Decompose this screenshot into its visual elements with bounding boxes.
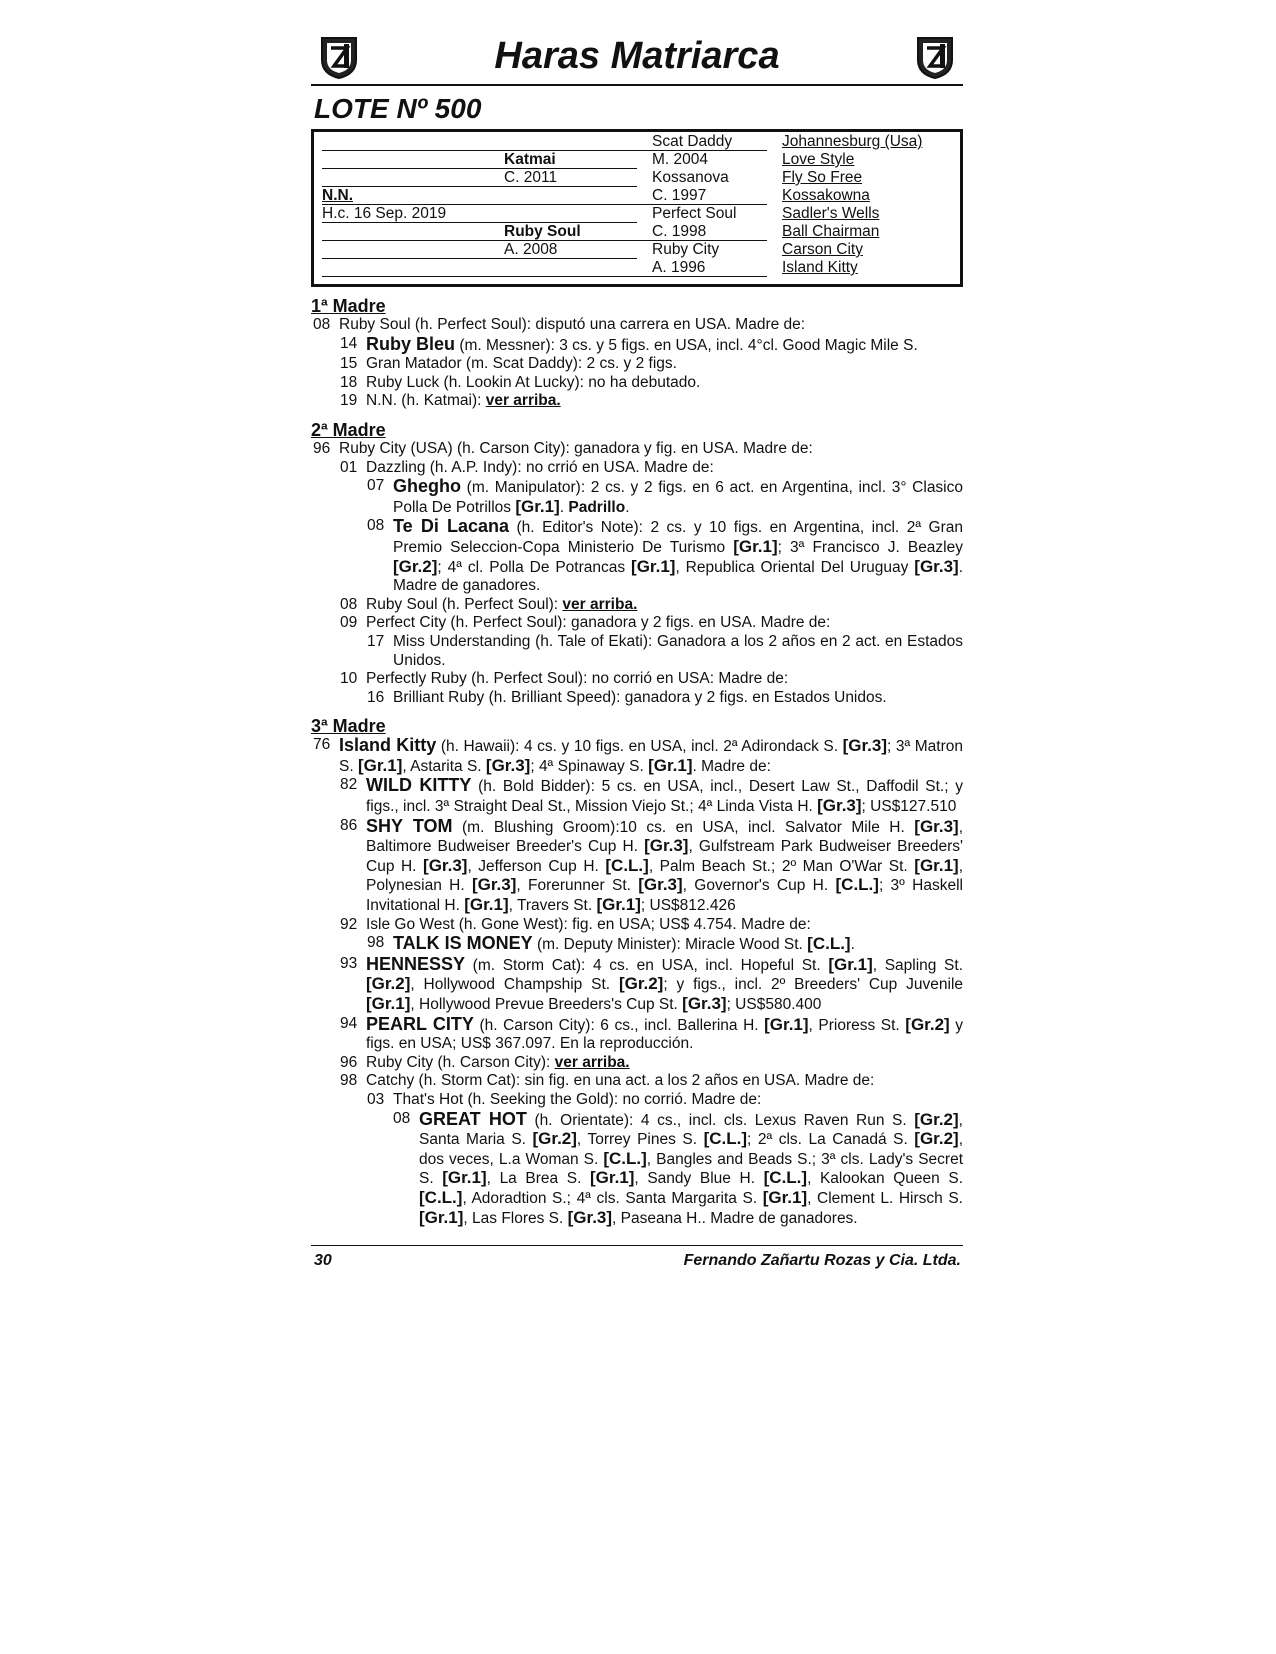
list-item: 15 Gran Matador (m. Scat Daddy): 2 cs. y 2 figs. <box>340 355 677 373</box>
pedigree-g3: Fly So Free <box>782 169 863 186</box>
pedigree-g3: Johannesburg (Usa) <box>782 133 923 150</box>
section-first-dam <box>311 296 963 411</box>
list-item: 08 Te Di Lacana (h. Editor's Note): 2 cs. y 10 figs. en Argentina, incl. 2ª Gran Premio Seleccion-Copa Ministerio De Turismo [Gr.1]; 3ª Francisco J. Beazley [Gr.2]; 4ª cl. Polla De Potrancas [Gr.1], Republica Oriental Del Uruguay [Gr.3]. Madre de ganadores. <box>367 516 963 595</box>
see-above-link: ver arriba. <box>562 595 638 613</box>
stud-title: Haras Matriarca <box>494 35 780 77</box>
section-second-dam <box>311 420 963 707</box>
see-above-link: ver arriba. <box>485 392 561 410</box>
lot-number: LOTE Nº 500 <box>314 93 482 124</box>
list-item: 19 N.N. (h. Katmai): ver arriba. <box>340 392 561 410</box>
list-item: 08 GREAT HOT (h. Orientate): 4 cs., incl. cls. Lexus Raven Run S. [Gr.2], Santa Maria S. [Gr.2], Torrey Pines S. [C.L.]; 2ª cls. La Canadá S. [Gr.2], dos veces, L.a Woman S. [C.L.], Bangles and Beads S.; 3ª cls. Lady's Secret S. [Gr.1], La Brea S. [Gr.1], Sandy Blue H. [C.L.], Kalookan Queen S. [C.L.], Adoradtion S.; 4ª cls. Santa Margarita S. [Gr.1], Clement L. Hirsch S. [Gr.1], Las Flores S. [Gr.3], Paseana H.. Madre de ganadores. <box>393 1108 964 1227</box>
list-item: 07 Ghegho (m. Manipulator): 2 cs. y 2 figs. en 6 act. en Argentina, incl. 3° Clasico Polla De Potrillos [Gr.1]. Padrillo. <box>367 476 963 516</box>
page-footer <box>311 1245 963 1274</box>
list-item: 76 Island Kitty (h. Hawaii): 4 cs. y 10 figs. en USA, incl. 2ª Adirondack S. [Gr.3]; 3ª Matron S. [Gr.1], Astarita S. [Gr.3]; 4ª Spinaway S. [Gr.1]. Madre de: <box>313 735 963 775</box>
pedigree-g2: C. 1997 <box>652 187 707 204</box>
list-item: 86 SHY TOM (m. Blushing Groom):10 cs. en USA, incl. Salvator Mile H. [Gr.3], Baltimore Budweiser Breeder's Cup H. [Gr.3], Gulfstream Park Budweiser Breeders' Cup H. [Gr.3], Jefferson Cup H. [C.L.], Palm Beach St.; 2º Man O'War St. [Gr.1], Polynesian H. [Gr.3], Forerunner St. [Gr.3], Governor's Cup H. [C.L.]; 3º Haskell Invitational H. [Gr.1], Travers St. [Gr.1]; US$812.426 <box>340 815 964 915</box>
pedigree-g3: Carson City <box>782 241 863 258</box>
list-item: 94 PEARL CITY (h. Carson City): 6 cs., incl. Ballerina H. [Gr.1], Prioress St. [Gr.2] y figs. en USA; US$ 367.097. En la reproducción. <box>340 1013 963 1053</box>
pedigree-g2: Ruby City <box>652 241 720 258</box>
pedigree-g2: M. 2004 <box>652 151 709 168</box>
list-item: 18 Ruby Luck (h. Lookin At Lucky): no ha debutado. <box>340 373 701 391</box>
list-item: 96 Ruby City (h. Carson City): ver arriba. <box>340 1053 630 1071</box>
pedigree-g2: A. 1996 <box>652 259 706 276</box>
list-item: 98 TALK IS MONEY (m. Deputy Minister): Miracle Wood St. [C.L.]. <box>367 933 855 954</box>
pedigree-g2: Perfect Soul <box>652 205 737 222</box>
pedigree-g3: Island Kitty <box>782 259 858 276</box>
pedigree-sire-info: C. 2011 <box>504 169 558 186</box>
pedigree-dam: Ruby Soul <box>504 223 581 240</box>
pedigree-sire: Katmai <box>504 151 556 168</box>
page-header <box>311 32 963 86</box>
list-item: 92 Isle Go West (h. Gone West): fig. en USA; US$ 4.754. Madre de: <box>340 915 811 933</box>
pedigree-g3: Sadler's Wells <box>782 205 880 222</box>
list-item: 08 Ruby Soul (h. Perfect Soul): disputó una carrera en USA. Madre de: <box>313 316 806 333</box>
list-item: 14 Ruby Bleu (m. Messner): 3 cs. y 5 figs. en USA, incl. 4°cl. Good Magic Mile S. <box>340 333 918 354</box>
catalog-page <box>311 32 964 1269</box>
list-item: 82 WILD KITTY (h. Bold Bidder): 5 cs. en USA, incl., Desert Law St., Daffodil St.; y figs., incl. 3ª Straight Deal St., Mission Viejo St.; 4ª Linda Vista H. [Gr.3]; US$127.510 <box>340 775 964 816</box>
page-number: 30 <box>314 1252 332 1269</box>
section-title: 1ª Madre <box>311 296 386 316</box>
pedigree-subject-info: H.c. 16 Sep. 2019 <box>322 205 447 222</box>
company-name: Fernando Zañartu Rozas y Cia. Ltda. <box>683 1252 961 1269</box>
pedigree-g3: Kossakowna <box>782 187 870 204</box>
pedigree-g2: Kossanova <box>652 169 729 186</box>
list-item: 98 Catchy (h. Storm Cat): sin fig. en una act. a los 2 años en USA. Madre de: <box>340 1072 875 1090</box>
list-item: 01 Dazzling (h. A.P. Indy): no crrió en USA. Madre de: <box>340 458 714 476</box>
pedigree-g2: Scat Daddy <box>652 133 733 150</box>
list-item: 03 That's Hot (h. Seeking the Gold): no corrió. Madre de: <box>367 1090 762 1108</box>
pedigree-subject: N.N. <box>322 187 353 204</box>
section-title: 3ª Madre <box>311 716 386 737</box>
section-title: 2ª Madre <box>311 419 386 440</box>
section-third-dam <box>311 716 963 1228</box>
pedigree-g2: C. 1998 <box>652 223 707 240</box>
list-item: 09 Perfect City (h. Perfect Soul): ganadora y 2 figs. en USA. Madre de: <box>340 614 831 632</box>
pedigree-g3: Ball Chairman <box>782 223 880 240</box>
see-above-link: ver arriba. <box>554 1053 630 1071</box>
list-item: 16 Brilliant Ruby (h. Brilliant Speed): ganadora y 2 figs. en Estados Unidos. <box>367 688 887 706</box>
list-item: 10 Perfectly Ruby (h. Perfect Soul): no corrió en USA: Madre de: <box>340 670 789 688</box>
list-item: 96 Ruby City (USA) (h. Carson City): ganadora y fig. en USA. Madre de: <box>313 439 813 457</box>
zr-monogram-logo <box>912 34 958 80</box>
list-item: 08 Ruby Soul (h. Perfect Soul): ver arriba. <box>340 595 638 613</box>
pedigree-dam-info: A. 2008 <box>504 241 558 258</box>
pedigree-table <box>311 129 963 287</box>
pedigree-g3: Love Style <box>782 151 855 168</box>
list-item: 17 Miss Understanding (h. Tale of Ekati): Ganadora a los 2 años en 2 act. en Estados Unidos. <box>367 632 963 669</box>
list-item: 93 HENNESSY (m. Storm Cat): 4 cs. en USA, incl. Hopeful St. [Gr.1], Sapling St. [Gr.2], Hollywood Champship St. [Gr.2]; y figs., incl. 2º Breeders' Cup Juvenile [Gr.1], Hollywood Prevue Breeders's Cup St. [Gr.3]; US$580.400 <box>340 953 964 1013</box>
